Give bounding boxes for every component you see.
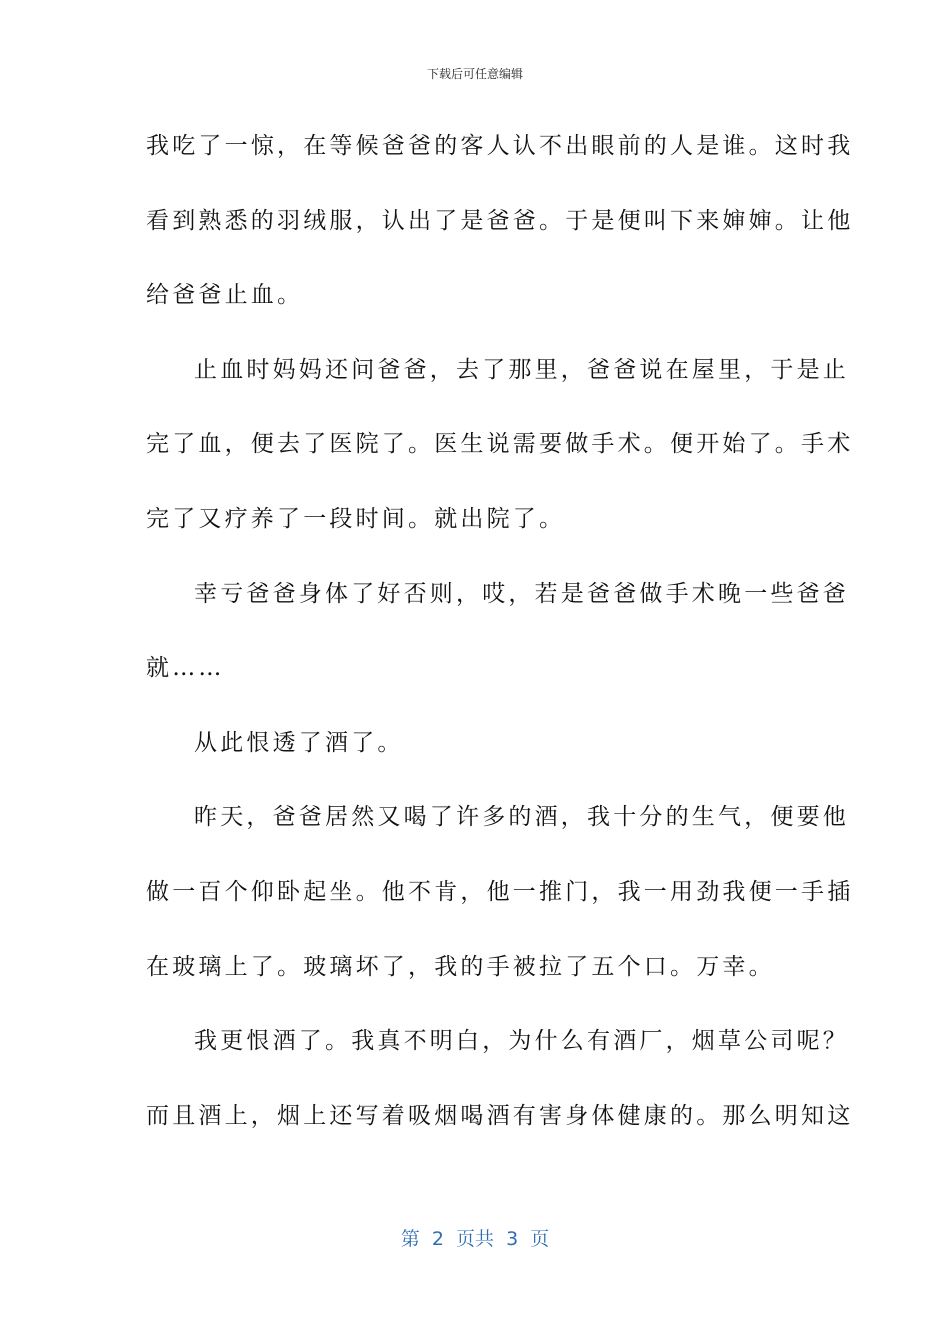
page-header-note: 下载后可任意编辑 (426, 67, 523, 81)
text-line: 就…… (146, 655, 225, 682)
text-line: 我更恨酒了。我真不明白，为什么有酒厂，烟草公司呢？ (194, 1028, 849, 1055)
text-line: 昨天，爸爸居然又喝了许多的酒，我十分的生气，便要他 (194, 804, 849, 831)
page-number-footer: 第 2 页共 3 页 (400, 1228, 550, 1250)
text-line: 我吃了一惊，在等候爸爸的客人认不出眼前的人是谁。这时我 (146, 133, 854, 159)
text-line: 在玻璃上了。玻璃坏了，我的手被拉了五个口。万幸。 (146, 953, 775, 980)
text-line: 从此恨透了酒了。 (194, 729, 404, 756)
text-line: 给爸爸止血。 (146, 282, 304, 309)
text-line: 止血时妈妈还问爸爸，去了那里，爸爸说在屋里，于是止 (194, 356, 849, 383)
text-line: 完了血，便去了医院了。医生说需要做手术。便开始了。手术 (146, 431, 854, 458)
text-line: 做一百个仰卧起坐。他不肯，他一推门，我一用劲我便一手插 (146, 878, 854, 905)
document-body (146, 120, 854, 1164)
text-line: 幸亏爸爸身体了好否则，哎，若是爸爸做手术晚一些爸爸 (194, 580, 849, 607)
text-line: 完了又疗养了一段时间。就出院了。 (146, 505, 566, 532)
text-line: 而且酒上，烟上还写着吸烟喝酒有害身体健康的。那么明知这 (146, 1102, 854, 1129)
text-line: 看到熟悉的羽绒服，认出了是爸爸。于是便叫下来婶婶。让他 (146, 207, 854, 234)
